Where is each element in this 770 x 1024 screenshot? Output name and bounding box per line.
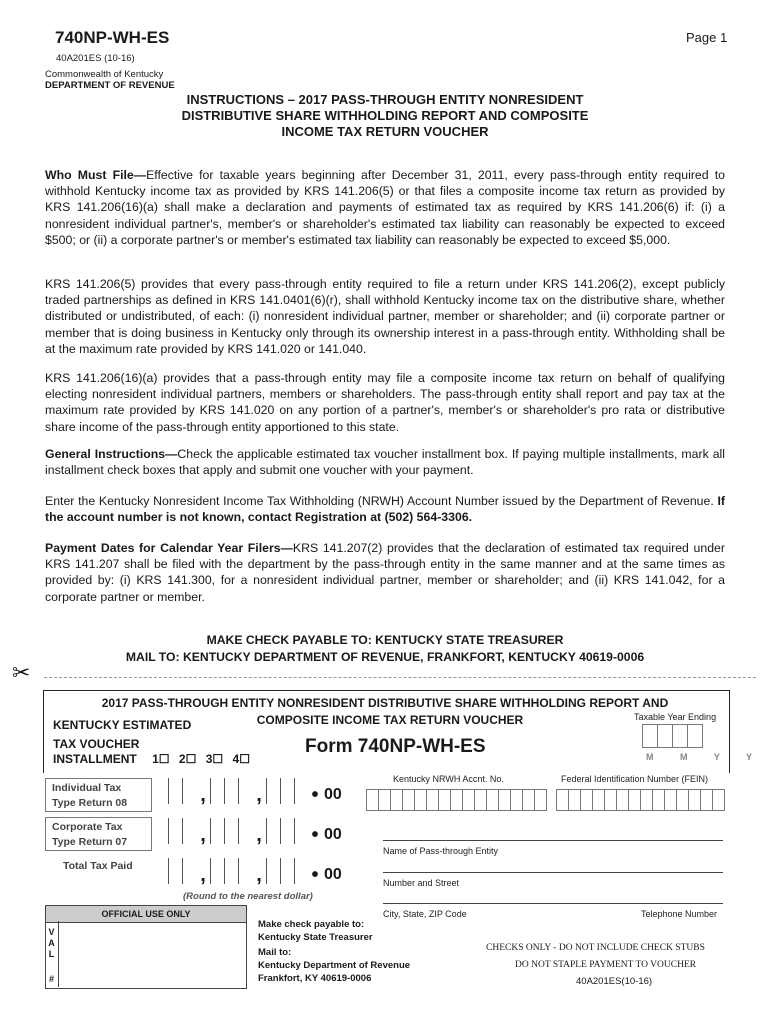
- voucher-header: 2017 PASS-THROUGH ENTITY NONRESIDENT DISTRIBUTIVE SHARE WITHHOLDING REPORT AND: [101, 696, 669, 710]
- payable-block: Make check payable to: Kentucky State Treasurer: [258, 919, 373, 943]
- entity-name-field[interactable]: [383, 840, 723, 841]
- city-label: City, State, ZIP Code: [383, 909, 467, 919]
- installment-3-checkbox[interactable]: ☐: [212, 752, 224, 766]
- who-must-file: Who Must File—Effective for taxable years beginning after December 31, 2011, every pass-through entity required to withhold Kentucky income tax as provided by KRS 141.206(5) or that files a composite income tax return as provided by KRS 141.206(16)(a) shall make a declaration and payments of estimated tax as required by KRS 141.206(6) if: (i) a nonresident individual partner's, member's or shareholder's estimated tax liability can reasonably be expected to exceed $500; or (ii) a corporate partner's or member's estimated tax liability can reasonably be expected to exceed $5,000.: [45, 168, 725, 247]
- payment-dates: Payment Dates for Calendar Year Filers—KRS 141.207(2) provides that the declaration of estimated tax required under KRS 141.207 shall be filed with the department by the pass-through entity in the same manner and at the same times as provided by: (i) KRS 141.300, for a nonresident individual partner, member or shareholder; and (ii) KRS 141.042, for a corporate partner or member.: [45, 541, 725, 604]
- official-use-box: OFFICIAL USE ONLY: [45, 905, 247, 989]
- total-tax-amount[interactable]: , , • 00: [168, 858, 342, 884]
- instructions-title: INSTRUCTIONS – 2017 PASS-THROUGH ENTITY NONRESIDENT DISTRIBUTIVE SHARE WITHHOLDING REPORT AND COMPOSITE INCOME TAX RETURN VOUCHER: [181, 92, 589, 139]
- nrwh-account-input[interactable]: [366, 789, 547, 811]
- mail-block: Mail to: Kentucky Department of Revenue Frankfort, KY 40619-0006: [258, 947, 411, 984]
- scissors-icon: ✂: [12, 660, 31, 685]
- installment-row: INSTALLMENT 1☐ 2☐ 3☐ 4☐: [53, 752, 250, 766]
- checks-only-note: CHECKS ONLY - DO NOT INCLUDE CHECK STUBS: [486, 943, 705, 953]
- street-field[interactable]: [383, 872, 723, 873]
- state-name: Commonwealth of Kentucky: [45, 69, 164, 80]
- cut-line: [44, 677, 756, 678]
- no-staple-note: DO NOT STAPLE PAYMENT TO VOUCHER: [515, 960, 697, 970]
- voucher-header-2: COMPOSITE INCOME TAX RETURN VOUCHER: [256, 713, 524, 727]
- round-note: (Round to the nearest dollar): [183, 891, 313, 902]
- nrwh-paragraph: Enter the Kentucky Nonresident Income Tax Withholding (NRWH) Account Number issued by the Department of Revenue. If the account number is not known, contact Registration at (502) 564-3306.: [45, 494, 725, 525]
- val-label: V A L #: [45, 921, 59, 987]
- street-label: Number and Street: [383, 878, 460, 888]
- entity-name-label: Name of Pass-through Entity: [383, 846, 499, 856]
- individual-tax-label: Individual Tax Type Return 08: [45, 778, 152, 812]
- krs-206-5-paragraph: KRS 141.206(5) provides that every pass-through entity required to file a return under KRS 141.206(2), except publicly traded partnerships as defined in KRS 141.0401(6)(r), shall withhold Kentucky income tax on the distributive share, whether distributed or undistributed, of each: (i) nonresident individual partner, member or shareholder; and (ii) corporate partner or member that is doing business in Kentucky only through its ownership interest in a pass-through entity. Withholding shall be at the maximum rate provided by KRS 141.020 or 141.040.: [45, 277, 725, 356]
- individual-tax-amount[interactable]: , , • 00: [168, 778, 342, 804]
- fein-label: Federal Identification Number (FEIN): [561, 774, 709, 784]
- city-field[interactable]: [383, 903, 723, 904]
- installment-1-checkbox[interactable]: ☐: [158, 752, 170, 766]
- mmyy-hint: M M Y Y: [646, 752, 765, 762]
- taxable-year-label: Taxable Year Ending: [634, 712, 717, 722]
- corporate-tax-amount[interactable]: , , • 00: [168, 818, 342, 844]
- installment-4-checkbox[interactable]: ☐: [239, 752, 250, 766]
- installment-2-checkbox[interactable]: ☐: [185, 752, 197, 766]
- general-instructions: General Instructions—Check the applicable estimated tax voucher installment box. If paying multiple installments, mark all installment check boxes that apply and submit one voucher with your payment.: [45, 447, 725, 478]
- department: DEPARTMENT OF REVENUE: [45, 80, 175, 91]
- phone-label: Telephone Number: [641, 909, 718, 919]
- payable-line: MAKE CHECK PAYABLE TO: KENTUCKY STATE TREASURER: [206, 633, 564, 647]
- footer-revision: 40A201ES(10-16): [576, 976, 653, 987]
- page-number: Page 1: [686, 30, 728, 45]
- voucher-labels: KENTUCKY ESTIMATED TAX VOUCHER INSTALLMENT 1☐ 2☐ 3☐ 4☐: [53, 718, 250, 766]
- taxable-year-input[interactable]: [642, 724, 703, 748]
- mail-to-line: MAIL TO: KENTUCKY DEPARTMENT OF REVENUE, FRANKFORT, KENTUCKY 40619-0006: [125, 650, 645, 664]
- form-id: 740NP-WH-ES: [55, 28, 170, 47]
- krs-206-16-paragraph: KRS 141.206(16)(a) provides that a pass-through entity may file a composite income tax return on behalf of qualifying electing nonresident individual partners, members or shareholders. The pass-through entity shall report and pay tax at the maximum rate provided by KRS 141.020 on any portion of a partner's, member's or shareholder's pro rata or distributive share income of the pass-through entity apportioned to this state.: [45, 371, 725, 434]
- revision: 40A201ES (10-16): [56, 53, 135, 64]
- corporate-tax-label: Corporate Tax Type Return 07: [45, 817, 152, 851]
- nrwh-label: Kentucky NRWH Accnt. No.: [393, 774, 504, 784]
- fein-input[interactable]: [556, 789, 725, 811]
- form-name: Form 740NP-WH-ES: [305, 736, 486, 757]
- total-tax-label: Total Tax Paid: [63, 860, 133, 872]
